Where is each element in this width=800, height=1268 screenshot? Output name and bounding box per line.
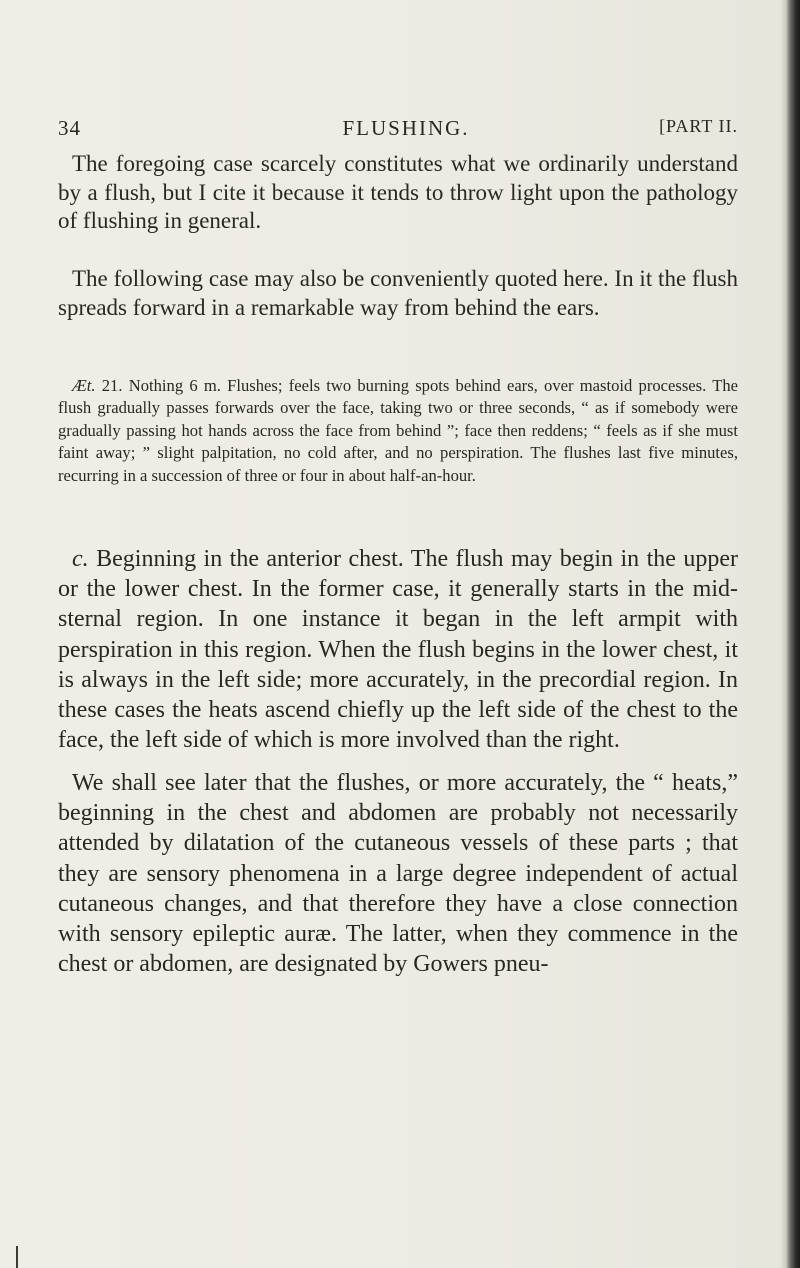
page-number: 34 [58, 116, 81, 140]
part-label: [PART II. [659, 116, 738, 136]
paragraph-following-case: The following case may also be conveniently quoted here. In it the flush spreads forward in a remarkable way from behind the ears. [58, 266, 738, 320]
paragraph-anterior-chest [58, 544, 738, 755]
section-marker: c. [72, 546, 89, 572]
paragraph-foregoing-case: The foregoing case scarcely constitutes what we ordinarily understand by a flush, but I cite it because it tends to throw light upon the pathology of flushing in general. [58, 151, 738, 234]
running-title: FLUSHING. [342, 116, 470, 140]
case-label: Æt. [72, 376, 96, 395]
paragraph-heats: We shall see later that the flushes, or more accurately, the “ heats,” beginning in the chest and abdomen are probably not necessarily attended by dilatation of the cutaneous vessels of these parts ; that they are sensory phenomena in a large degree independent of actual cutaneous changes, and that therefore they have a close connection with sensory epileptic auræ. The latter, when they commence in the chest or abdomen, are designated by Gowers pneu- [58, 770, 738, 978]
case-note [58, 375, 738, 487]
book-edge [786, 0, 800, 1268]
page-header [58, 116, 738, 146]
case-text: 21. Nothing 6 m. Flushes; feels two burning spots behind ears, over mastoid processes. The flush gradually passes forwards over the face, taking two or three seconds, “ as if somebody were gradually passing hot hands across the face from behind ”; face then reddens; “ feels as if she must faint away; ” slight palpitation, no cold after, and no perspiration. The flushes last five minutes, recurring in a succession of three or four in about half-an-hour. [58, 376, 738, 485]
paragraph-anterior-chest-text: Beginning in the anterior chest. The flush may begin in the upper or the lower chest. In the former case, it generally starts in the mid-sternal region. In one instance it began in the left armpit with perspiration in this region. When the flush begins in the lower chest, it is always in the left side; more accurately, in the precordial region. In these cases the heats ascend chiefly up the left side of the chest to the face, the left side of which is more involved than the right. [58, 546, 739, 754]
margin-mark [16, 1246, 18, 1268]
